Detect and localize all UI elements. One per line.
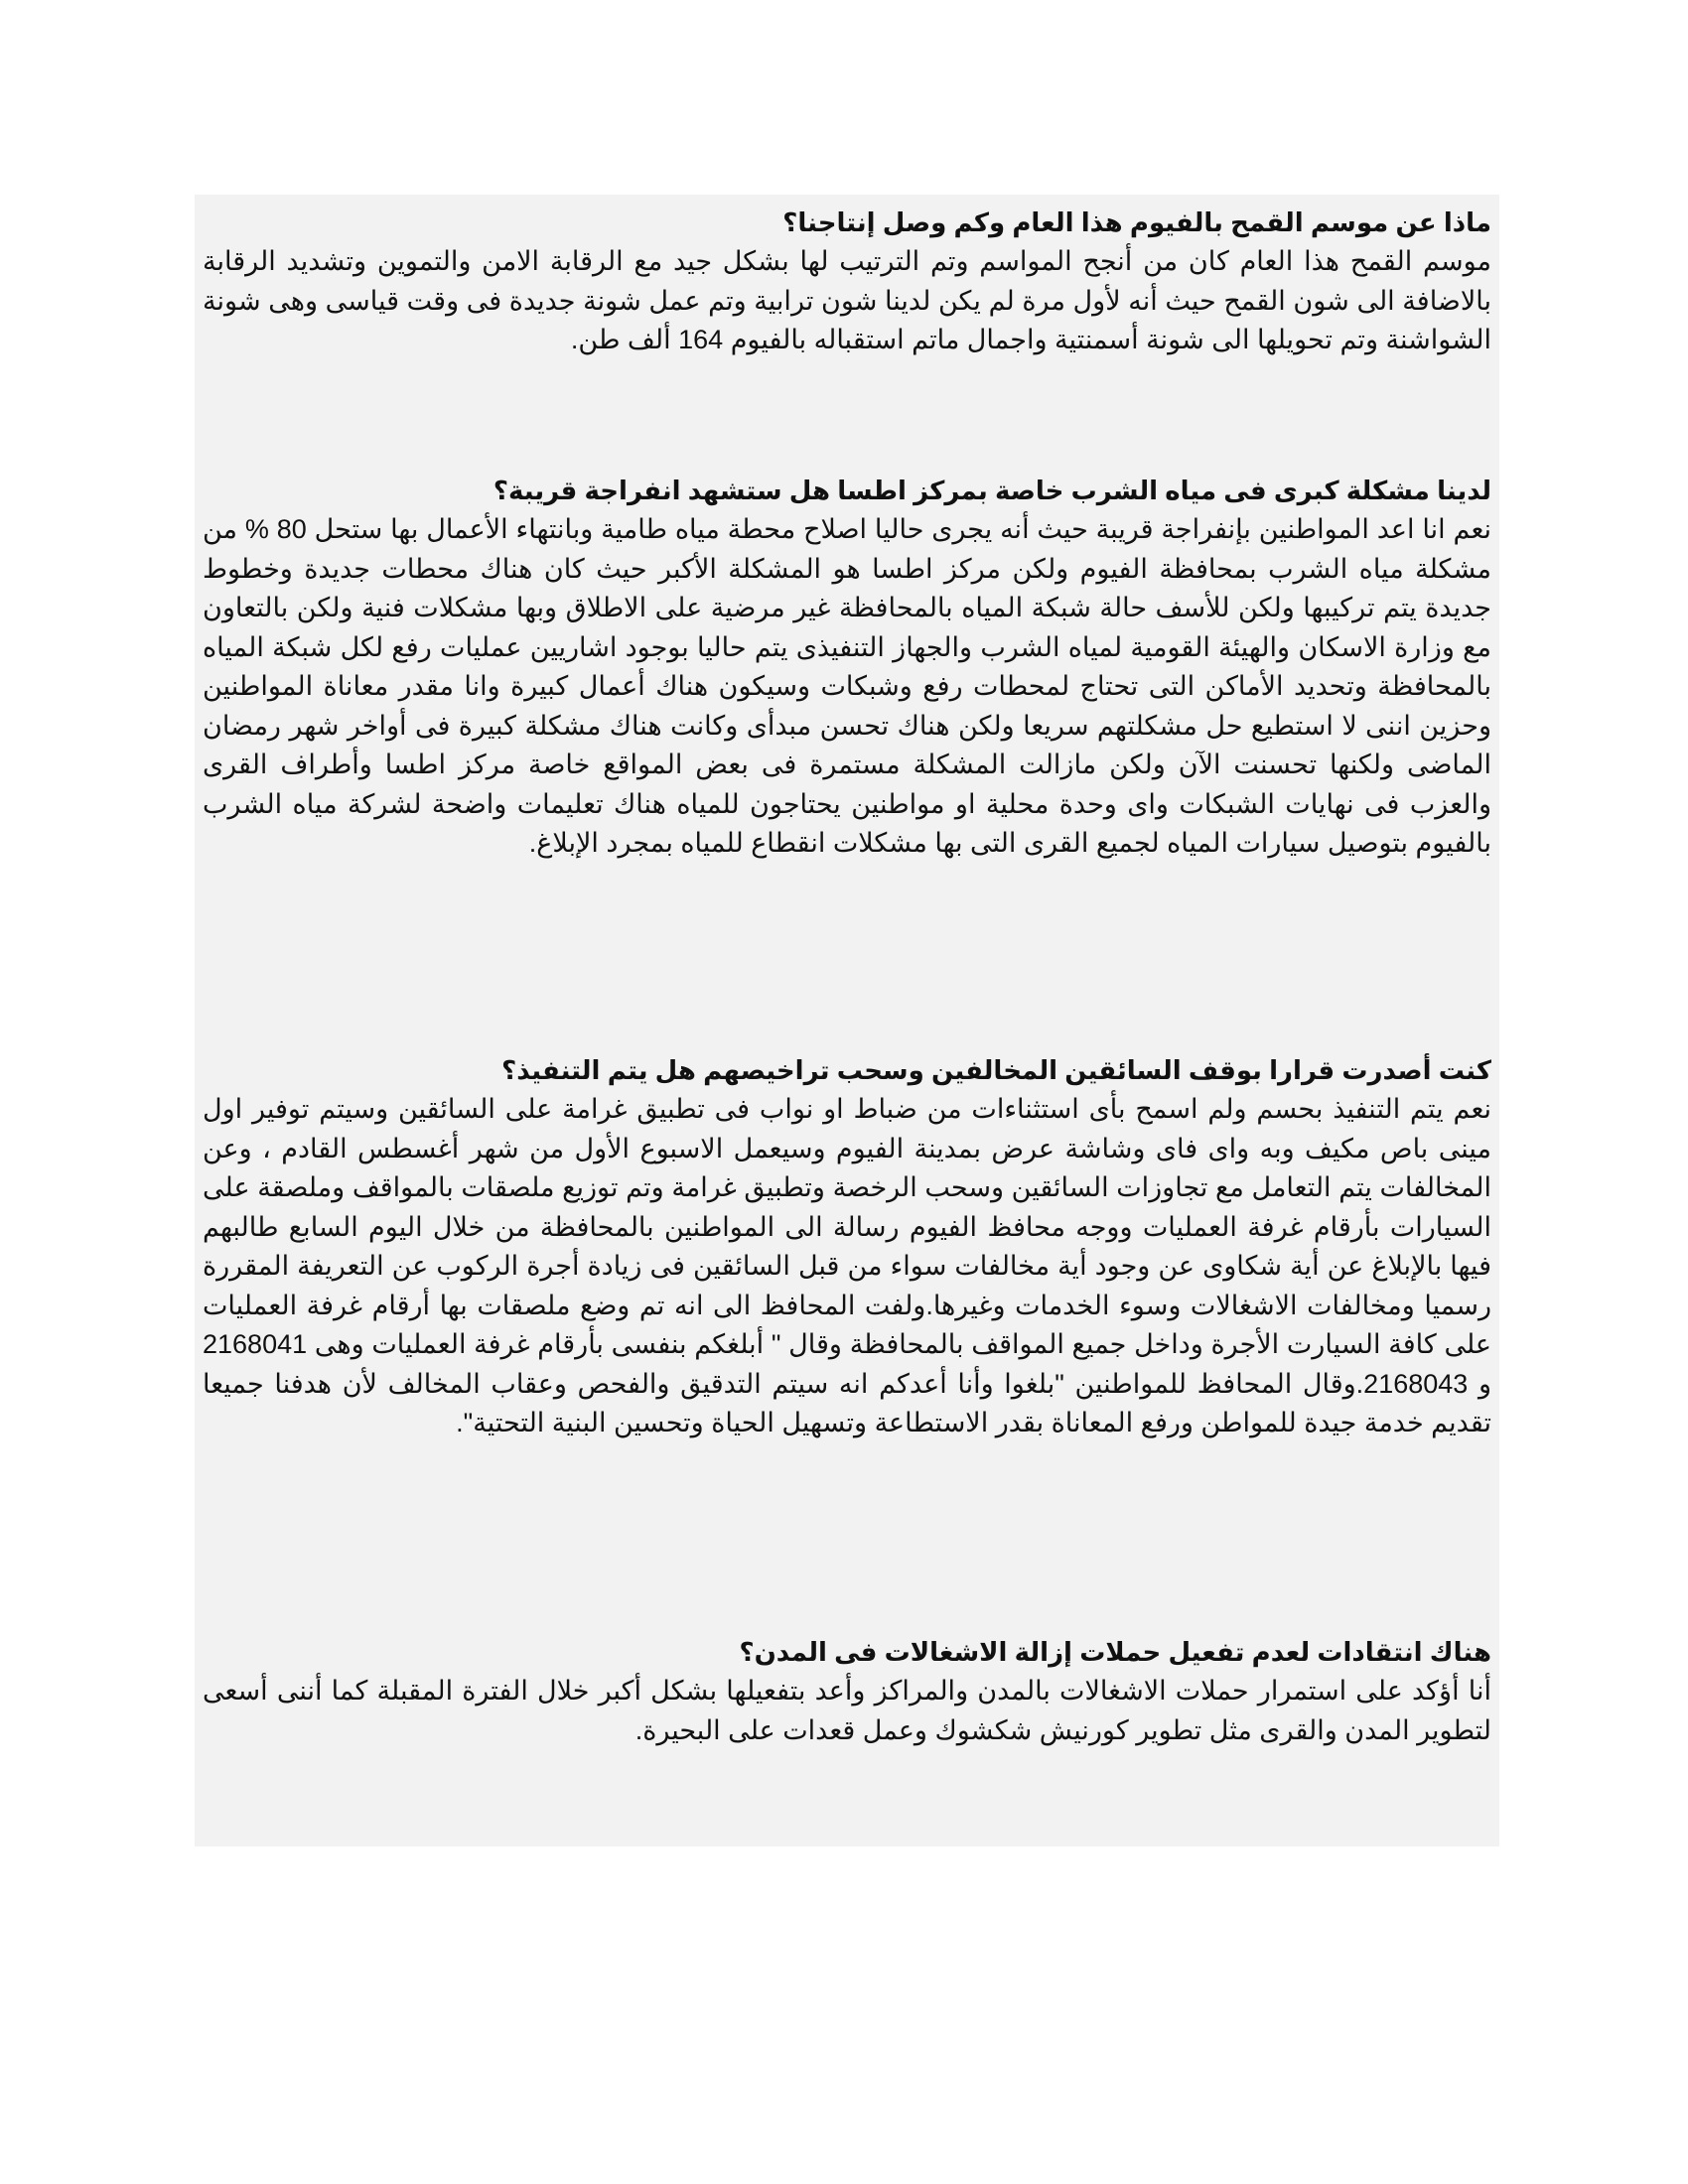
qa-section-wheat-season: [203, 201, 1491, 360]
question-heading: ماذا عن موسم القمح بالفيوم هذا العام وكم وصل إنتاجنا؟: [782, 207, 1491, 237]
question-heading: لدينا مشكلة كبرى فى مياه الشرب خاصة بمركز اطسا هل ستشهد انفراجة قريبة؟: [492, 476, 1491, 505]
question-heading: كنت أصدرت قرارا بوقف السائقين المخالفين وسحب تراخيصهم هل يتم التنفيذ؟: [501, 1055, 1491, 1085]
qa-section-drinking-water: [203, 469, 1491, 864]
interview-text-panel: [195, 195, 1499, 1846]
answer-paragraph: أنا أؤكد على استمرار حملات الاشغالات بالمدن والمراكز وأعد بتفعيلها بشكل أكبر خلال الفترة المقبلة كما أننى أسعى لتطوير المدن والقرى مثل تطوير كورنيش شكشوك وعمل قعدات على البحيرة.: [203, 1676, 1491, 1745]
answer-paragraph: موسم القمح هذا العام كان من أنجح المواسم وتم الترتيب لها بشكل جيد مع الرقابة الامن والتموين وتشديد الرقابة بالاضافة الى شون القمح حيث أنه لأول مرة لم يكن لدينا شون ترابية وتم عمل شونة جديدة فى وقت قياسى وهى شونة الشواشنة وتم تحويلها الى شونة أسمنتية واجمال ماتم استقباله بالفيوم 164 ألف طن.: [203, 246, 1491, 354]
answer-paragraph: نعم انا اعد المواطنين بإنفراجة قريبة حيث أنه يجرى حاليا اصلاح محطة مياه طامية وبانتهاء الأعمال بها ستحل 80 % من مشكلة مياه الشرب بمحافظة الفيوم ولكن مركز اطسا هو المشكلة الأكبر حيث كان هناك محطات جديدة وخطوط جديدة يتم تركيبها ولكن للأسف حالة شبكة المياه بالمحافظة غير مرضية على الاطلاق وبها مشكلات فنية ولكن بالتعاون مع وزارة الاسكان والهيئة القومية لمياه الشرب والجهاز التنفيذى يتم حاليا بوجود اشاريين عمليات رفع لكل شبكة المياه بالمحافظة وتحديد الأماكن التى تحتاج لمحطات رفع وشبكات وسيكون هناك أعمال كبيرة وانا مقدر معاناة المواطنين وحزين اننى لا استطيع حل مشكلتهم سريعا ولكن هناك تحسن مبدأى وكانت هناك مشكلة كبيرة فى أواخر شهر رمضان الماضى ولكنها تحسنت الآن ولكن مازالت المشكلة مستمرة فى بعض المواقع خاصة مركز اطسا وأطراف القرى والعزب فى نهايات الشبكات واى وحدة محلية او مواطنين يحتاجون للمياه هناك تعليمات واضحة لشركة مياه الشرب بالفيوم بتوصيل سيارات المياه لجميع القرى التى بها مشكلات انقطاع للمياه بمجرد الإبلاغ.: [203, 514, 1491, 858]
answer-paragraph: نعم يتم التنفيذ بحسم ولم اسمح بأى استثناءات من ضباط او نواب فى تطبيق غرامة على السائقين وسيتم توفير اول مينى باص مكيف وبه واى فاى وشاشة عرض بمدينة الفيوم وسيعمل الاسبوع الأول من شهر أغسطس القادم ، وعن المخالفات يتم التعامل مع تجاوزات السائقين وسحب الرخصة وتطبيق غرامة وتم توزيع ملصقات بالمواقف وملصقة على السيارات بأرقام غرفة العمليات ووجه محافظ الفيوم رسالة الى المواطنين بالمحافظة من خلال اليوم السابع طالبهم فيها بالإبلاغ عن أية شكاوى عن وجود أية مخالفات سواء من قبل السائقين فى زيادة أجرة الركوب عن التعريفة المقررة رسميا ومخالفات الاشغالات وسوء الخدمات وغيرها.ولفت المحافظ الى انه تم وضع ملصقات بها أرقام غرفة العمليات على كافة السيارت الأجرة وداخل جميع المواقف بالمحافظة وقال " أبلغكم بنفسى بأرقام غرفة العمليات وهى 2168041 و 2168043.وقال المحافظ للمواطنين "بلغوا وأنا أعدكم انه سيتم التدقيق والفحص وعقاب المخالف لأن هدفنا جميعا تقديم خدمة جيدة للمواطن ورفع المعاناة بقدر الاستطاعة وتسهيل الحياة وتحسين البنية التحتية".: [203, 1094, 1491, 1437]
question-heading: هناك انتقادات لعدم تفعيل حملات إزالة الاشغالات فى المدن؟: [739, 1637, 1491, 1667]
qa-section-encroachment-removal: [203, 1630, 1491, 1750]
qa-section-drivers-violations: [203, 1048, 1491, 1443]
